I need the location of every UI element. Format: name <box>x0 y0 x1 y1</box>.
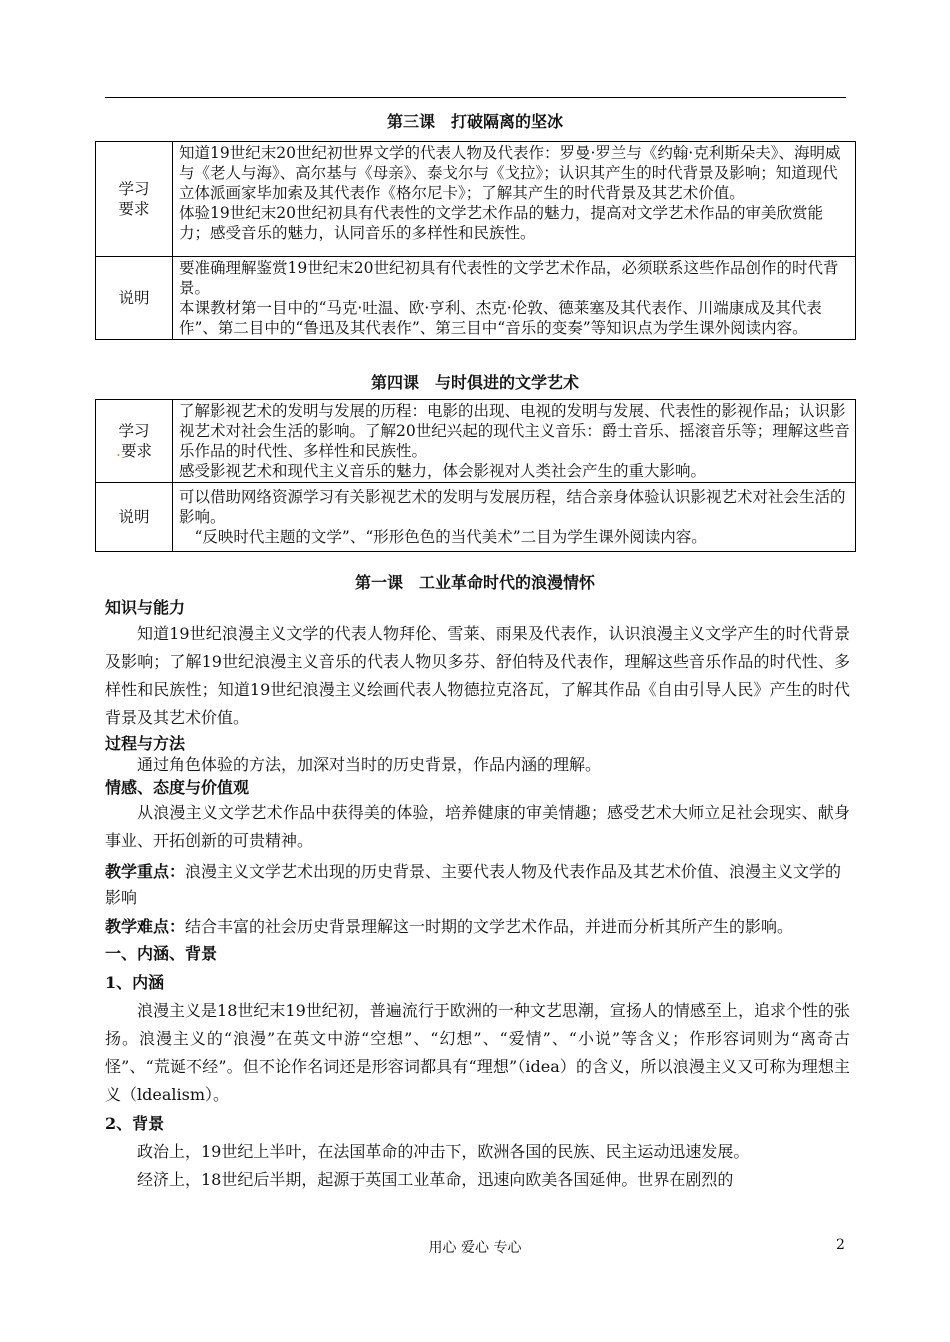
paragraph-knowledge: 知道19世纪浪漫主义文学的代表人物拜伦、雪莱、雨果及代表作，认识浪漫主义文学产生的时代背景及影响；了解19世纪浪漫主义音乐的代表人物贝多芬、舒伯特及代表作，理解这些音乐作品的时代性、多样性和民族性；知道19世纪浪漫主义绘画代表人物德拉克洛瓦，了解其作品《自由引导人民》产生的时代背景及其艺术价值。 <box>105 624 850 727</box>
lesson4-note-label: 说明 <box>96 483 173 552</box>
heading-section1: 一、内涵、背景 <box>105 944 218 963</box>
header-rule <box>105 97 846 98</box>
lesson1-body <box>105 598 850 1194</box>
lesson3-req-text: 知道19世纪末20世纪初世界文学的代表人物及代表作：罗曼·罗兰与《约翰·克利斯朵夫》、海明威与《老人与海》、高尔基与《母亲》、泰戈尔与《戈拉》；认识其产生的时代背景及影响；知道现代立体派画家毕加索及其代表作《格尔尼卡》；了解其产生的时代背景及其艺术价值。 体验19世纪末20世纪初具有代表性的文学艺术作品的魅力，提高对文学艺术作品的审美欣赏能力；感受音乐的魅力，认同音乐的多样性和民族性。 <box>173 142 856 257</box>
lesson4-title: 第四课 与时俱进的文学艺术 <box>370 373 579 392</box>
teaching-difficulty <box>105 917 850 937</box>
lesson3-title: 第三课 打破隔离的坚冰 <box>386 112 563 131</box>
teaching-key <box>105 859 850 911</box>
heading-process: 过程与方法 <box>105 734 186 753</box>
teaching-key-label: 教学重点： <box>105 862 186 881</box>
lesson4-req-label: 学习 .要求 <box>96 400 173 483</box>
paragraph-sub2-politics: 政治上，19世纪上半叶，在法国革命的冲击下，欧洲各国的民族、民主运动迅速发展。 <box>137 1142 750 1161</box>
lesson4-req-text: 了解影视艺术的发明与发展的历程：电影的出现、电视的发明与发展、代表性的影视作品；认识影视艺术对社会生活的影响。了解20世纪兴起的现代主义音乐：爵士音乐、摇滚音乐等；理解这些音乐作品的时代性、多样性和民族性。 感受影视艺术和现代主义音乐的魅力，体会影视对人类社会产生的重大影响。 <box>173 400 856 483</box>
teaching-difficulty-label: 教学难点： <box>105 917 186 936</box>
teaching-key-text: 浪漫主义文学艺术出现的历史背景、主要代表人物及代表作品及其艺术价值、浪漫主义文学的影响 <box>105 862 842 907</box>
heading-emotion: 情感、态度与价值观 <box>105 778 250 797</box>
lesson4-table <box>95 399 856 552</box>
lesson3-note-label: 说明 <box>96 257 173 340</box>
heading-sub1: 1、内涵 <box>105 973 165 992</box>
paragraph-process: 通过角色体验的方法，加深对当时的历史背景，作品内涵的理解。 <box>137 755 602 774</box>
heading-sub2: 2、背景 <box>105 1114 165 1133</box>
lesson3-req-label: 学习 要求 <box>96 142 173 257</box>
paragraph-sub2-economy: 经济上，18世纪后半期，起源于英国工业革命，迅速向欧美各国延伸。世界在剧烈的 <box>137 1170 734 1189</box>
lesson4-note-text: 可以借助网络资源学习有关影视艺术的发明与发展历程，结合亲身体验认识影视艺术对社会生活的影响。 “反映时代主题的文学”、“形形色色的当代美术”二目为学生课外阅读内容。 <box>173 483 856 552</box>
lesson3-table <box>95 141 856 340</box>
page-number: 2 <box>836 1237 845 1253</box>
heading-knowledge: 知识与能力 <box>105 598 186 617</box>
teaching-difficulty-text: 结合丰富的社会历史背景理解这一时期的文学艺术作品，并进而分析其所产生的影响。 <box>185 917 794 936</box>
lesson3-note-text: 要准确理解鉴赏19世纪末20世纪初具有代表性的文学艺术作品，必须联系这些作品创作的时代背景。 本课教材第一目中的“马克·吐温、欧·亨利、杰克·伦敦、德莱塞及其代表作、川端康成及其代表作”、第二目中的“鲁迅及其代表作”、第三目中“音乐的变奏”等知识点为学生课外阅读内容。 <box>173 257 856 340</box>
footer-motto: 用心 爱心 专心 <box>428 1240 522 1256</box>
lesson1-title: 第一课 工业革命时代的浪漫情怀 <box>354 573 595 592</box>
paragraph-emotion: 从浪漫主义文学艺术作品中获得美的体验，培养健康的审美情趣；感受艺术大师立足社会现实、献身事业、开拓创新的可贵精神。 <box>105 803 850 850</box>
paragraph-sub1: 浪漫主义是18世纪末19世纪初，普遍流行于欧洲的一种文艺思潮，宣扬人的情感至上，追求个性的张扬。浪漫主义的“浪漫”在英文中游“空想”、“幻想”、“爱情”、“小说”等含义；作形容词则为“离奇古怪”、“荒诞不经”。但不论作名词还是形容词都具有“理想”（idea）的含义，所以浪漫主义又可称为理想主义（ldealism）。 <box>105 1001 850 1104</box>
